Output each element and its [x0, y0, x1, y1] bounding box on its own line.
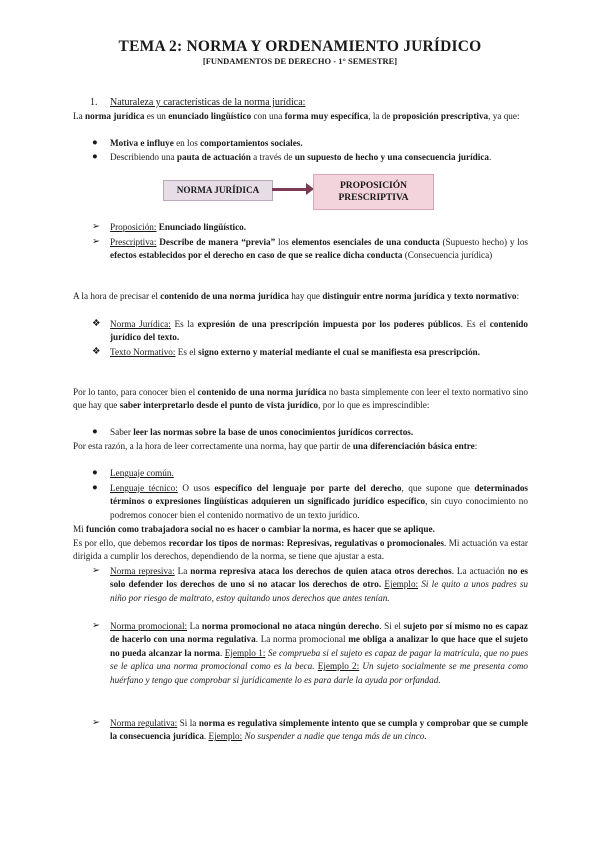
underlined-term: Norma promocional: [110, 621, 188, 631]
bold-run: contenido de una norma jurídica [160, 291, 289, 301]
bold-run: norma es regulativa simplemente intento que se cumpla y comprobar que se cumple la consecuencia jurídica [110, 718, 529, 742]
diamond-item: Texto Normativo: Es el signo externo y material mediante el cual se manifiesta esa prescripción. [110, 347, 480, 357]
bullet-item: Describiendo una pauta de actuación a través de un supuesto de hecho y una consecuencia jurídica. [110, 152, 492, 162]
box-line: PRESCRIPTIVA [338, 193, 409, 203]
definition-item: Prescriptiva: Describe de manera “previa” los elementos esenciales de una conducta (Supuesto hecho) y los efectos establecidos por el derecho en caso de que se realice dicha conducta (Consecuencia jurídica) [110, 237, 529, 261]
bullet-item: Lenguaje técnico: O usos específico del lenguaje por parte del derecho, que supone que determinados términos o expresiones lingüísticas adquieren un significado jurídico específico, sin cuyo conocimiento no podremos conocer bien el contenido normativo de un texto jurídico. [110, 483, 528, 520]
underlined-term: Norma Jurídica: [110, 319, 171, 329]
underlined-term: Lenguaje técnico: [110, 483, 178, 493]
underlined-term: Ejemplo: [208, 731, 243, 742]
bold-run: enunciado lingüístico [168, 111, 252, 121]
paragraph: A la hora de precisar el contenido de una norma jurídica hay que distinguir entre norma jurídica y texto normativo: [73, 291, 519, 301]
section-number: 1. [90, 97, 98, 108]
paragraph: Por lo tanto, para conocer bien el contenido de una norma jurídica no basta simplemente con leer el texto normativo sino que hay que saber interpretarlo desde el punto de vista jurídico, por lo que es imprescindible: [73, 387, 528, 411]
intro-paragraph: La norma jurídica es un enunciado lingüístico con una forma muy específica, la de proposición prescriptiva, ya que: [73, 111, 520, 121]
underlined-term: Texto Normativo: [110, 347, 176, 357]
page-subtitle: [FUNDAMENTOS DE DERECHO - 1° SEMESTRE] [202, 56, 398, 66]
arrow-bullet-icon: ➢ [92, 566, 100, 576]
underlined-term: Proposición: [110, 222, 157, 232]
bold-run: leer las normas sobre la base de unos conocimientos jurídicos correctos. [133, 427, 414, 437]
underlined-term: Norma represiva: [110, 566, 175, 576]
paragraph: Mi función como trabajadora social no es hacer o cambiar la norma, es hacer que se aplique. [73, 524, 435, 534]
bold-run: contenido de una norma jurídica [197, 387, 327, 397]
bold-run: saber interpretarlo desde el punto de vista jurídico [119, 400, 319, 411]
arrow-bullet-icon: ➢ [92, 718, 100, 728]
norma-type-item: Norma promocional: La norma promocional no ataca ningún derecho. Si el sujeto por sí mismo no es capaz de hacerlo con una norma regulativa. La norma promocional me obliga a analizar lo que hace que el sujeto no pueda alcanzar la norma. Ejemplo 1: Se comprueba si el sujeto es capaz de pagar la matrícula, que no pues se le aplica una norma promocional como es la beca. Ejemplo 2: Un sujeto socialmente se me presenta como huérfano y tengo que comprobar si jurídicamente lo es para darle la ayuda por orfandad. [110, 621, 529, 685]
italic-example: No suspender a nadie que tenga más de un cinco. [244, 731, 427, 742]
bold-run: no es solo defender los derechos de uno si no atacar los derechos de otro. [110, 566, 529, 590]
bold-run: Describe de manera “previa” [159, 237, 276, 247]
bullet-marker: ● [92, 427, 98, 437]
bold-run: Motiva e influye [110, 138, 174, 148]
underlined-term: Lenguaje común. [110, 468, 174, 478]
underlined-term: Ejemplo: [384, 579, 419, 590]
page-title: TEMA 2: NORMA Y ORDENAMIENTO JURÍDICO [118, 38, 482, 55]
bold-run: norma represiva ataca los derechos de quien ataca otros derechos [190, 566, 452, 576]
bold-run: proposición prescriptiva [392, 111, 489, 121]
bold-run: signo externo y material mediante el cual se manifiesta esa prescripción. [198, 347, 480, 357]
arrow-bullet-icon: ➢ [92, 237, 100, 247]
bold-run: sujeto por sí mismo no es capaz de hacerlo con una norma regulativa [110, 621, 528, 645]
bold-run: una diferenciación básica entre [352, 441, 475, 451]
paragraph: Es por ello, que debemos recordar los tipos de normas: Represivas, regulativas o promocionales. Mi actuación va estar dirigida a cumplir los derechos, dependiendo de la norma, se tiene que ajustar a esta. [73, 538, 528, 562]
italic-example: Si le quito a unos padres su niño por riesgo de maltrato, estoy quitando unos derechos que antes tenían. [110, 579, 529, 603]
bullet-item: Motiva e influye en los comportamientos sociales. [110, 138, 303, 148]
bold-run: Enunciado lingüístico. [158, 222, 247, 232]
bold-run: distinguir entre norma jurídica y texto normativo [322, 291, 517, 301]
bullet-marker: ● [92, 138, 98, 148]
norma-type-item: Norma regulativa: Si la norma es regulativa simplemente intento que se cumpla y comprobar que se cumple la consecuencia jurídica. Ejemplo: No suspender a nadie que tenga más de un cinco. [110, 718, 529, 742]
bold-run: comportamientos sociales. [200, 138, 303, 148]
bold-run: contenido jurídico del texto. [110, 319, 528, 343]
bold-run: efectos establecidos por el derecho en caso de que se realice dicha conducta [110, 250, 403, 261]
proposicion-prescriptiva-box [313, 174, 434, 210]
diamond-item: Norma Jurídica: Es la expresión de una prescripción impuesta por los poderes públicos. Es el contenido jurídico del texto. [110, 319, 528, 343]
paragraph: Por esta razón, a la hora de leer correctamente una norma, hay que partir de una diferenciación básica entre: [73, 441, 478, 451]
arrow-bullet-icon: ➢ [92, 621, 100, 631]
norma-juridica-box: NORMA JURÍDICA [163, 180, 273, 201]
bullet-marker: ● [92, 152, 98, 162]
diamond-bullet-icon: ❖ [92, 319, 101, 329]
underlined-term: Ejemplo 1: [224, 647, 266, 658]
italic-example: Un sujeto socialmente se me presenta como huérfano y tengo que comprobar si jurídicamente lo es para darle la ayuda por orfandad. [110, 661, 529, 685]
bold-run: función como trabajadora social no es hacer o cambiar la norma, es hacer que se aplique. [86, 524, 435, 534]
box-line: PROPOSICIÓN [339, 181, 408, 191]
arrow-bullet-icon: ➢ [92, 222, 100, 232]
bold-run: específico del lenguaje por parte del derecho [214, 483, 402, 493]
italic-example: Se comprueba si el sujeto es capaz de pagar la matrícula, que no pues se le aplica una norma promocional como es la beca. [110, 647, 529, 672]
diamond-bullet-icon: ❖ [92, 347, 101, 357]
underlined-term: Ejemplo 2: [317, 661, 360, 672]
bullet-marker: ● [92, 468, 98, 478]
underlined-term: Prescriptiva: [110, 237, 157, 247]
arrow-shaft [272, 188, 310, 191]
bold-run: pauta de actuación [176, 152, 251, 162]
bold-run: forma muy específica [284, 111, 369, 121]
norma-type-item: Norma represiva: La norma represiva ataca los derechos de quien ataca otros derechos. La actuación no es solo defender los derechos de uno si no atacar los derechos de otro. Ejemplo: Si le quito a unos padres su niño por riesgo de maltrato, estoy quitando unos derechos que antes tenían. [110, 566, 529, 603]
bold-run: norma jurídica [85, 111, 145, 121]
bold-run: expresión de una prescripción impuesta por los poderes públicos [197, 319, 461, 329]
bullet-marker: ● [92, 483, 98, 493]
definition-item [110, 221, 528, 234]
bold-run: elementos esenciales de una conducta [291, 237, 440, 247]
bullet-item [110, 467, 528, 480]
underlined-term: Norma regulativa: [110, 718, 178, 728]
bullet-item: Saber leer las normas sobre la base de unos conocimientos jurídicos correctos. [110, 427, 414, 437]
section-heading: Naturaleza y características de la norma jurídica: [110, 97, 306, 108]
bold-run: determinados términos o expresiones lingüísticas adquieren un significado jurídico específico [110, 483, 528, 507]
bold-run: me obliga a analizar lo que hace que el sujeto no pueda alcanzar la norma [110, 634, 528, 658]
bold-run: recordar los tipos de normas: Represivas, regulativas o promocionales [168, 538, 444, 548]
bold-run: un supuesto de hecho y una consecuencia jurídica [294, 152, 489, 162]
bold-run: norma promocional no ataca ningún derecho [201, 621, 380, 631]
